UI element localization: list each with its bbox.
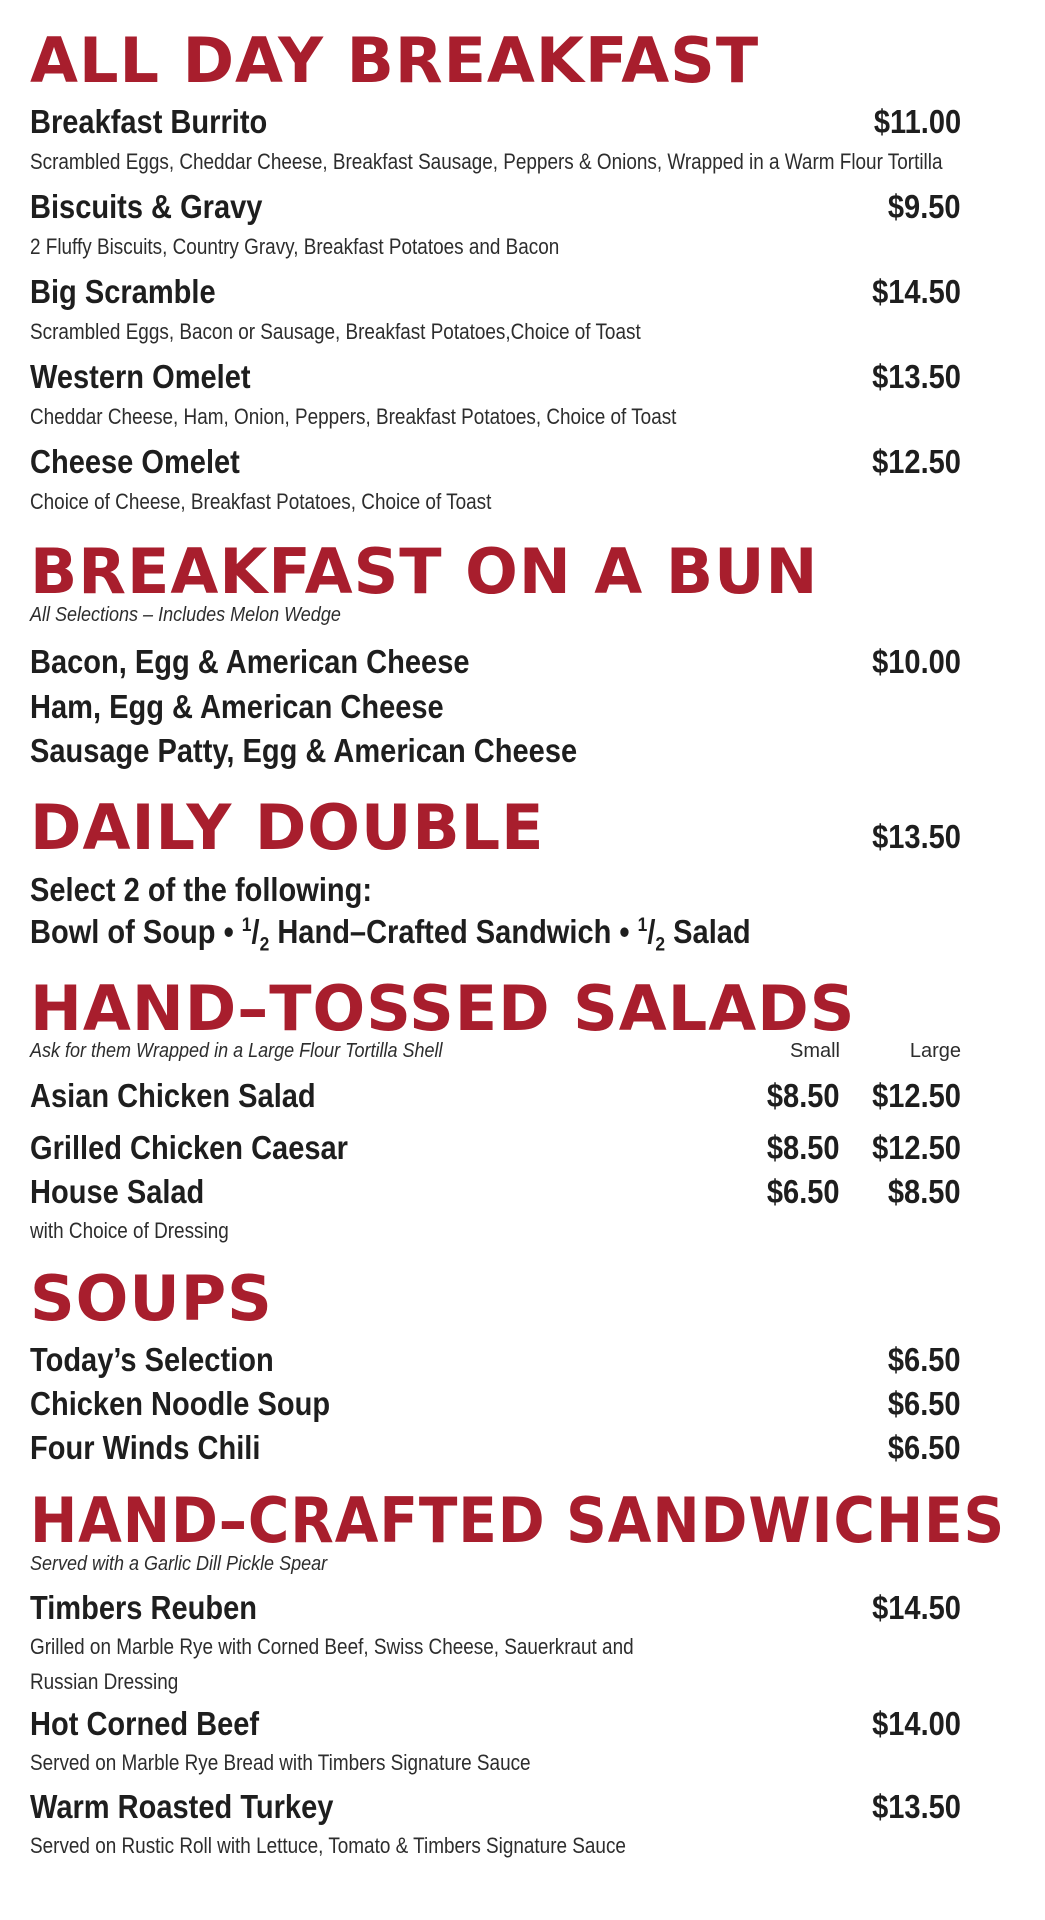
price-large: $8.50 [888,1173,961,1210]
price-large: $12.50 [872,1077,961,1114]
all-day-breakfast-heading: ALL DAY BREAKFAST [30,24,760,97]
price-small: $8.50 [767,1077,840,1114]
soups-heading: SOUPS [30,1262,273,1335]
option-salad: Salad [665,913,751,950]
item-price: $13.50 [872,358,961,395]
item-price: $11.00 [873,103,961,140]
fraction-denominator: 2 [259,933,270,956]
item-name: Grilled Chicken Caesar [30,1129,348,1166]
item-description: 2 Fluffy Biscuits, Country Gravy, Breakfast Potatoes and Bacon [30,234,560,259]
item-name: Cheese Omelet [30,443,240,480]
item-name: Biscuits & Gravy [30,188,263,225]
bun-item: Bacon, Egg & American Cheese [30,643,470,680]
fraction-denominator: 2 [655,933,666,956]
bun-item: Sausage Patty, Egg & American Cheese [30,732,578,769]
item-description: Choice of Cheese, Breakfast Potatoes, Choice of Toast [30,489,492,514]
item-name: Four Winds Chili [30,1429,261,1466]
item-name: Today’s Selection [30,1341,274,1378]
option-soup: Bowl of Soup • [30,913,242,950]
bun-price: $10.00 [872,643,961,680]
daily-double-options: Bowl of Soup • $^1/_2$ Hand–Crafted Sandwich • $^1/_2$ Salad [30,913,751,956]
item-name: Western Omelet [30,358,251,395]
item-description: with Choice of Dressing [30,1218,229,1243]
item-description: Served on Marble Rye Bread with Timbers Signature Sauce [30,1750,531,1775]
column-header-small: Small [789,1040,840,1062]
option-sandwich: Hand–Crafted Sandwich • [269,913,638,950]
daily-double-instruction: Select 2 of the following: [30,871,373,908]
item-name: Chicken Noodle Soup [30,1385,331,1422]
item-name: Timbers Reuben [30,1589,258,1626]
section-note: Served with a Garlic Dill Pickle Spear [30,1553,328,1575]
hand-tossed-salads-heading: HAND–TOSSED SALADS [30,972,856,1045]
item-price: $6.50 [888,1385,961,1422]
column-header-large: Large [909,1040,961,1062]
daily-double-price: $13.50 [872,818,961,855]
bun-item: Ham, Egg & American Cheese [30,688,444,725]
price-small: $8.50 [767,1129,840,1166]
daily-double-heading: DAILY DOUBLE [30,791,545,864]
item-name: Hot Corned Beef [30,1705,260,1742]
item-price: $12.50 [872,443,961,480]
item-price: $9.50 [888,188,961,225]
item-price: $6.50 [888,1341,961,1378]
item-description: Scrambled Eggs, Cheddar Cheese, Breakfast Sausage, Peppers & Onions, Wrapped in a Warm Flour Tortilla [30,149,943,174]
hand-crafted-sandwiches-heading: HAND–CRAFTED SANDWICHES [30,1484,1006,1557]
section-note: Ask for them Wrapped in a Large Flour Tortilla Shell [30,1040,443,1062]
item-description: Cheddar Cheese, Ham, Onion, Peppers, Breakfast Potatoes, Choice of Toast [30,404,677,429]
item-name: House Salad [30,1173,205,1210]
item-name: Warm Roasted Turkey [30,1788,334,1825]
fraction-numerator: 1 [241,914,252,936]
item-description: Grilled on Marble Rye with Corned Beef, Swiss Cheese, Sauerkraut and [30,1634,634,1659]
item-name: Breakfast Burrito [30,103,268,140]
item-description: Russian Dressing [30,1669,179,1694]
price-large: $12.50 [872,1129,961,1166]
item-price: $14.50 [872,273,961,310]
item-description: Scrambled Eggs, Bacon or Sausage, Breakfast Potatoes,Choice of Toast [30,319,641,344]
item-name: Big Scramble [30,273,216,310]
item-price: $13.50 [872,1788,961,1825]
section-note: All Selections – Includes Melon Wedge [30,604,341,626]
item-price: $14.50 [872,1589,961,1626]
item-price: $6.50 [888,1429,961,1466]
breakfast-on-a-bun-heading: BREAKFAST ON A BUN [30,535,819,608]
price-small: $6.50 [767,1173,840,1210]
item-price: $14.00 [872,1705,961,1742]
item-description: Served on Rustic Roll with Lettuce, Tomato & Timbers Signature Sauce [30,1833,626,1858]
fraction-numerator: 1 [637,914,648,936]
item-name: Asian Chicken Salad [30,1077,316,1114]
